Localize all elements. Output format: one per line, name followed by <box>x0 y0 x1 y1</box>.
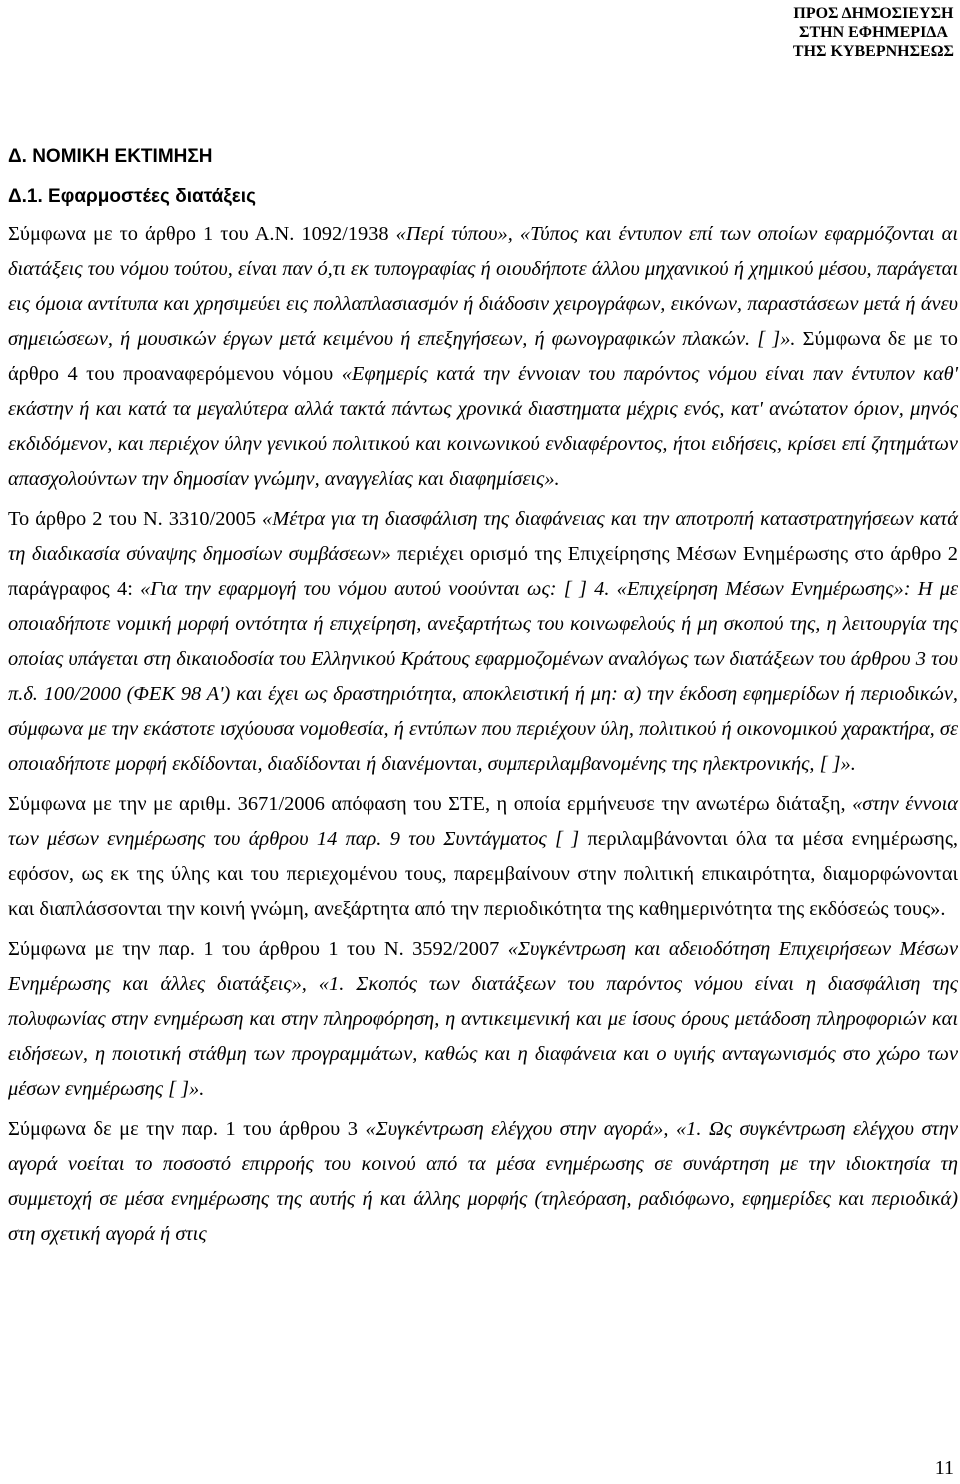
publication-stamp <box>793 4 954 61</box>
quoted-text-run: «Μέτρα για τη διασφάλιση της διαφάνειας και την αποτροπή καταστρατηγήσεων κατά τη διαδικασία σύναψης δημοσίων συμβάσεων» <box>8 508 959 565</box>
body-paragraph <box>8 787 958 927</box>
text-run: Σύμφωνα δε με το άρθρο 4 του προαναφερόμενου νόμου <box>8 328 958 385</box>
text-run: Το άρθρο 2 του Ν. 3310/2005 <box>8 508 263 530</box>
quoted-text-run: «Για την εφαρμογή του νόμου αυτού νοούνται ως: [ ] 4. «Επιχείρηση Μέσων Ενημέρωσης»: Η με οποιαδήποτε νομική μορφή οντότητα ή επιχείρηση, ανεξαρτήτως του κοινωφελούς ή μη σκοπού της, η λειτουργία της οποίας υπάγεται στη δικαιοδοσία του Ελληνικού Κράτους εφαρμοζομένων αναλόγως των διατάξεων του άρθρου 3 του π.δ. 100/2000 (ΦΕΚ 98 Α') και έχει ως δραστηριότητα, αποκλειστική ή μη: α) την έκδοση εφημερίδων ή περιοδικών, σύμφωνα με την εκάστοτε ισχύουσα νομοθεσία, ή εντύπων που περιέχουν ύλη, πολιτικού ή οικονομικού χαρακτήρα, σε οποιαδήποτε μορφή εκδίδονται, διαδίδονται ή διανέμονται, συμπεριλαμβανομένης της ηλεκτρονικής, [ ]». <box>8 578 958 775</box>
quoted-text-run: «Συγκέντρωση ελέγχου στην αγορά», «1. Ως συγκέντρωση ελέγχου στην αγορά νοείται το ποσοστό επιρροής του κοινού από τα μέσα ενημέρωσης σε συνάρτηση με την ιδιοκτησία τη συμμετοχή σε μέσα ενημέρωσης της αυτής ή και άλλης μορφής (τηλεόραση, ραδιόφωνο, εφημερίδες και περιοδικά) στη σχετική αγορά ή στις <box>8 1118 958 1245</box>
page-number: 11 <box>934 1457 954 1479</box>
text-run: Σύμφωνα με το άρθρο 1 του Α.Ν. 1092/1938 <box>8 223 396 245</box>
publication-stamp-line-1: ΠΡΟΣ ΔΗΜΟΣΙΕΥΣΗ <box>793 5 954 22</box>
document-body <box>8 137 958 1252</box>
text-run: Σύμφωνα δε με την παρ. 1 του άρθρου 3 <box>8 1118 366 1140</box>
text-run: περιέχει ορισμό της Επιχείρησης Μέσων Ενημέρωσης στο άρθρο 2 παράγραφος 4: <box>8 543 958 600</box>
text-run: Σύμφωνα με την παρ. 1 του άρθρου 1 του Ν. 3592/2007 <box>8 938 508 960</box>
text-run: περιλαμβάνονται όλα τα μέσα ενημέρωσης, εφόσον, ως εκ της ύλης και του περιεχομένου τους, παρεμβαίνουν στην πολιτική επικαιρότητα, διαμορφώνονται και διαπλάσσονται την κοινή γνώμη, ανεξάρτητα από την περιοδικότητα της καθημερινότητα της εκδόσεώς τους». <box>8 828 958 920</box>
body-paragraph <box>8 1112 958 1252</box>
quoted-text-run: «Συγκέντρωση και αδειοδότηση Επιχειρήσεων Μέσων Ενημέρωσης και άλλες διατάξεις», «1. Σκοπός των διατάξεων του παρόντος νόμου είναι η διασφάλιση της πολυφωνίας στην ενημέρωση και στην πληροφόρηση, η αντικειμενική και με ίσους όρους μετάδοση πληροφοριών και ειδήσεων, η ποιοτική στάθμη των προγραμμάτων, καθώς και η διαφάνεια και ο υγιής ανταγωνισμός στο χώρο των μέσων ενημέρωσης [ ]». <box>8 938 958 1100</box>
body-paragraph <box>8 502 958 782</box>
body-paragraph <box>8 932 958 1107</box>
quoted-text-run: «Εφημερίς κατά την έννοιαν του παρόντος νόμου είναι παν έντυπον καθ' εκάστην ή και κατά τα μεγαλύτερα αλλά τακτά πάντως χρονικά διαστηματα μέχρις ενός, κατ' ανώτατον όριον, μηνός εκδιδόμενον, και περιέχον ύλην γενικού πολιτικού και κοινωνικού ενδιαφέροντος, ήτοι ειδήσεις, κρίσει επί ζητημάτων απασχολούντων την δημοσίαν γνώμην, αναγγελίας και διαφημίσεις». <box>8 363 958 490</box>
quoted-text-run: «στην έννοια των μέσων ενημέρωσης του άρθρου 14 παρ. 9 του Συντάγματος [ ] <box>8 793 959 850</box>
section-subtitle: Δ.1. Εφαρμοστέες διατάξεις <box>8 186 256 207</box>
publication-stamp-line-2: ΣΤΗΝ ΕΦΗΜΕΡΙΔΑ <box>799 24 948 41</box>
quoted-text-run: «Περί τύπου», «Τύπος και έντυπον επί των οποίων εφαρμόζονται αι διατάξεις του νόμου τούτου, είναι παν ό,τι εκ τυπογραφίας ή οιουδήποτε άλλου μηχανικού ή χημικού μέσου, παράγεται εις όμοια αντίτυπα και χρησιμεύει εις πολλαπλασιασμόν ή διάδοσιν χειρογράφων, εικόνων, παραστάσεων μετά ή άνευ σημειώσεων, ή μουσικών έργων μετά κειμένου ή επεξηγήσεων, ή φωνογραφικών πλακών. [ ]». <box>8 223 958 350</box>
body-paragraph <box>8 217 958 497</box>
publication-stamp-line-3: ΤΗΣ ΚΥΒΕΡΝΗΣΕΩΣ <box>792 43 954 60</box>
section-title: Δ. ΝΟΜΙΚΗ ΕΚΤΙΜΗΣΗ <box>8 146 213 167</box>
paragraph-list <box>8 217 958 1252</box>
text-run: Σύμφωνα με την με αριθμ. 3671/2006 απόφαση του ΣΤΕ, η οποία ερμήνευσε την ανωτέρω διάταξη, <box>8 793 853 815</box>
